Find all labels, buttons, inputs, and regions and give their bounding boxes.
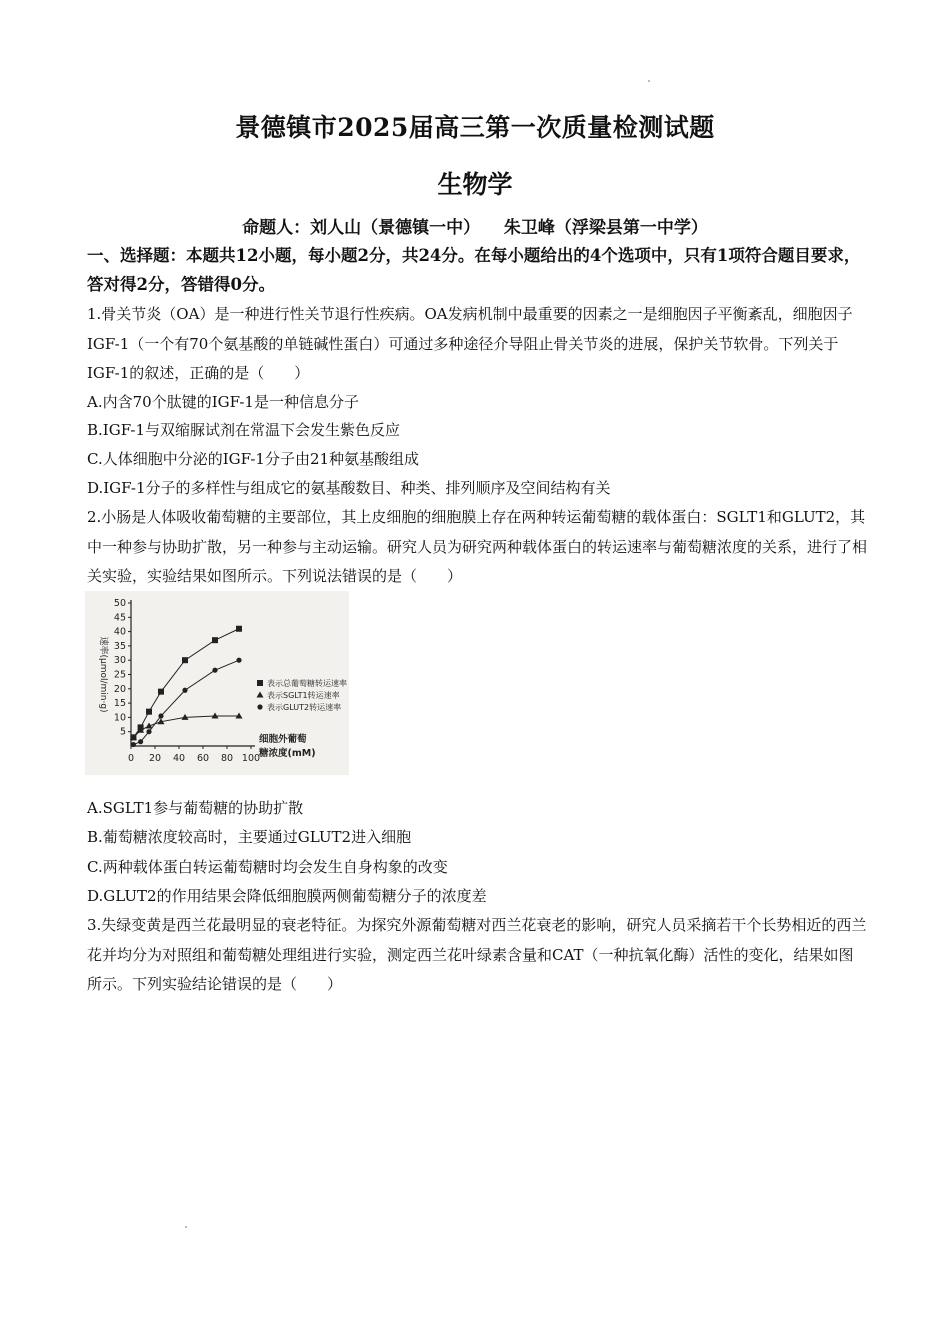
- y-tick-label: 5: [119, 726, 126, 738]
- legend-label: 表示SGLT1转运速率: [267, 691, 340, 700]
- question-1-option-a: A.内含70个肽键的IGF-1是一种信息分子: [87, 393, 359, 411]
- chart-svg: [85, 591, 349, 775]
- y-axis-label: 速率(μmol/min·g): [98, 636, 108, 713]
- legend-marker-circle: [257, 704, 262, 709]
- legend-label: 表示总葡萄糖转运速率: [267, 679, 347, 688]
- question-2-option-b: B.葡萄糖浓度较高时，主要通过GLUT2进入细胞: [87, 828, 412, 846]
- data-point-circle: [236, 658, 241, 663]
- data-point-circle: [138, 739, 143, 744]
- y-tick-label: 40: [113, 626, 126, 638]
- data-point-circle: [212, 668, 217, 673]
- y-tick-label: 30: [113, 655, 126, 667]
- x-axis-label: 细胞外葡萄: [259, 734, 307, 745]
- data-point-circle: [158, 713, 163, 718]
- question-3-stem: 3.失绿变黄是西兰花最明显的衰老特征。为探究外源葡萄糖对西兰花衰老的影响，研究人员采摘若干个长势相近的西兰花并均分为对照组和葡萄糖处理组进行实验，测定西兰花叶绿素含量和CAT（一种抗氧化酶）活性的变化，结果如图所示。下列实验结论错误的是（ ）: [87, 916, 867, 993]
- subject-title: 生物学: [437, 170, 513, 199]
- data-point-triangle: [236, 712, 243, 718]
- question-2-stem: 2.小肠是人体吸收葡萄糖的主要部位，其上皮细胞的细胞膜上存在两种转运葡萄糖的载体蛋白：SGLT1和GLUT2，其中一种参与协助扩散，另一种参与主动运输。研究人员为研究两种载体蛋白的转运速率与葡萄糖浓度的关系，进行了相关实验，实验结果如图所示。下列说法错误的是（ ）: [87, 508, 868, 585]
- question-2-option-a: A.SGLT1参与葡萄糖的协助扩散: [87, 799, 304, 817]
- y-tick-label: 15: [113, 698, 126, 710]
- legend-label: 表示GLUT2转运速率: [267, 703, 342, 712]
- transport-rate-chart: [85, 591, 349, 775]
- data-point-square: [182, 657, 188, 663]
- x-tick-label: 80: [220, 753, 234, 764]
- x-tick-label: 60: [196, 753, 210, 764]
- data-point-square: [236, 626, 242, 632]
- y-tick-label: 10: [113, 712, 126, 724]
- section-heading: 一、选择题：本题共12小题，每小题2分，共24分。在每小题给出的4个选项中，只有1项符合题目要求，答对得2分，答错得0分。: [87, 246, 861, 294]
- question-1-option-d: D.IGF-1分子的多样性与组成它的氨基酸数目、种类、排列顺序及空间结构有关: [87, 479, 611, 497]
- scan-speck: [648, 80, 650, 82]
- series-line-square: [133, 629, 239, 738]
- data-point-square: [158, 689, 164, 695]
- y-tick-label: 45: [113, 612, 126, 624]
- legend-marker-square: [257, 680, 263, 686]
- y-tick-label: 35: [113, 640, 126, 652]
- x-tick-label: 100: [241, 753, 261, 764]
- data-point-square: [212, 637, 218, 643]
- question-2-option-c: C.两种载体蛋白转运葡萄糖时均会发生自身构象的改变: [87, 858, 448, 876]
- y-tick-label: 50: [113, 598, 126, 609]
- scan-speck: [185, 1226, 187, 1228]
- data-point-triangle: [212, 712, 219, 718]
- legend-marker-triangle: [257, 692, 264, 698]
- y-tick-label: 25: [113, 669, 126, 681]
- x-tick-label: 20: [148, 753, 162, 764]
- question-1-option-c: C.人体细胞中分泌的IGF-1分子由21种氨基酸组成: [87, 450, 420, 468]
- x-tick-label: 40: [172, 753, 186, 764]
- y-tick-label: 20: [113, 683, 126, 695]
- question-1-stem: 1.骨关节炎（OA）是一种进行性关节退行性疾病。OA发病机制中最重要的因素之一是细胞因子平衡紊乱，细胞因子IGF-1（一个有70个氨基酸的单链碱性蛋白）可通过多种途径介导阻止骨关节炎的进展，保护关节软骨。下列关于IGF-1的叙述，正确的是（ ）: [87, 305, 853, 382]
- data-point-circle: [131, 742, 136, 747]
- data-point-circle: [182, 688, 187, 693]
- data-point-circle: [146, 729, 151, 734]
- author-line: 命题人：刘人山（景德镇一中） 朱卫峰（浮梁县第一中学）: [242, 218, 708, 238]
- x-axis-label: 糖浓度(mM): [259, 748, 316, 759]
- question-1-option-b: B.IGF-1与双缩脲试剂在常温下会发生紫色反应: [87, 421, 401, 439]
- x-tick-label: 0: [127, 753, 135, 764]
- question-2-option-d: D.GLUT2的作用结果会降低细胞膜两侧葡萄糖分子的浓度差: [87, 887, 487, 905]
- exam-title: 景德镇市2025届高三第一次质量检测试题: [235, 113, 715, 142]
- data-point-square: [146, 709, 152, 715]
